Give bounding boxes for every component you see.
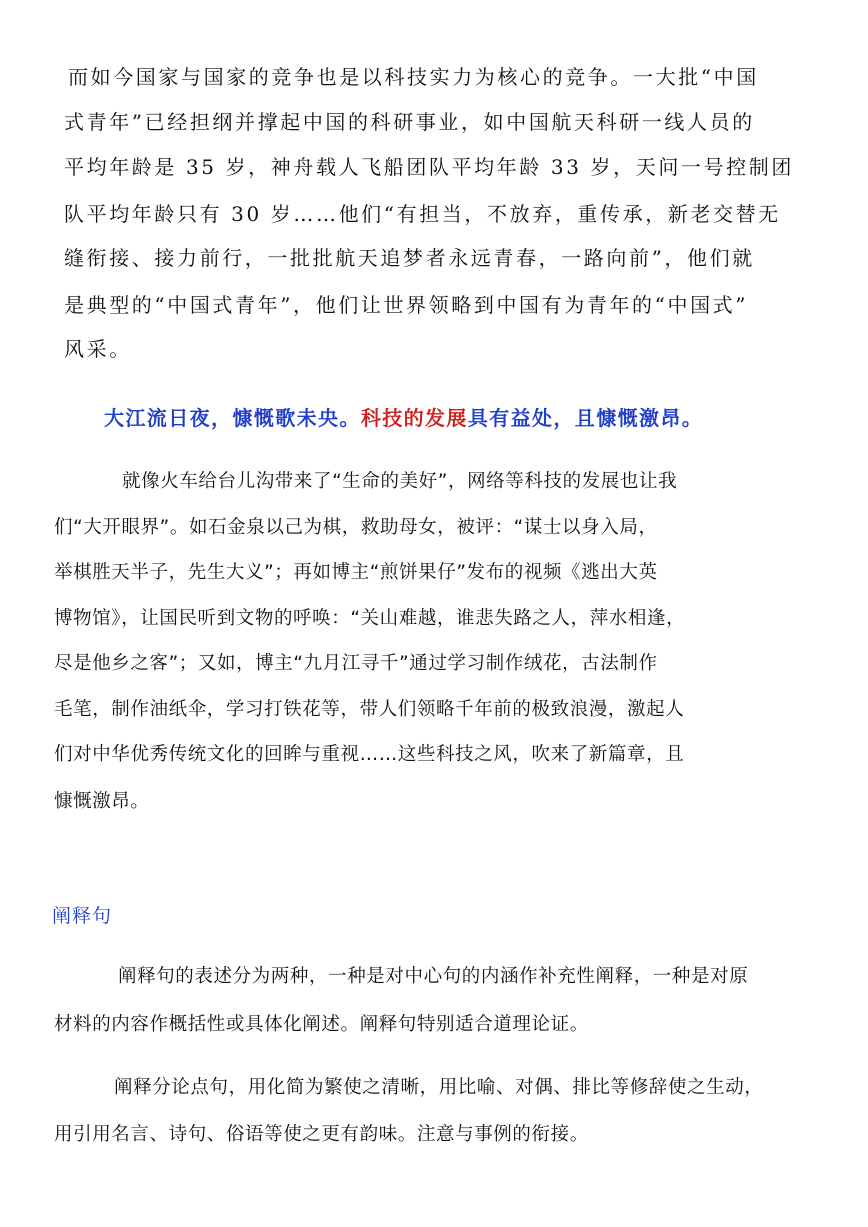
paragraph-line: 是典型的“中国式青年”，他们让世界领略到中国有为青年的“中国式”: [64, 293, 749, 317]
paragraph-line: 缝衔接、接力前行，一批批航天追梦者永远青春，一路向前”，他们就: [64, 246, 755, 270]
thesis-heading: [104, 405, 703, 431]
paragraph-line: 慷慨激昂。: [54, 791, 150, 812]
paragraph-line: 就像火车给台儿沟带来了“生命的美好”，网络等科技的发展也让我: [122, 471, 678, 492]
paragraph-line: 举棋胜天半子，先生大义”；再如博主“煎饼果仔”发布的视频《逃出大英: [54, 562, 658, 583]
heading-part-blue: 大江流日夜，慷慨歌未央。: [104, 406, 361, 430]
paragraph-line: 们“大开眼界”。如石金泉以己为棋，救助母女，被评：“谋士以身入局，: [54, 517, 658, 538]
paragraph-line: 尽是他乡之客”；又如，博主“九月江寻千”通过学习制作绒花，古法制作: [54, 653, 658, 674]
paragraph-line: 阐释分论点句，用化简为繁使之清晰，用比喻、对偶、排比等修辞使之生动，: [114, 1077, 764, 1098]
section-title: 阐释句: [52, 905, 113, 927]
paragraph-line: 材料的内容作概括性或具体化阐述。阐释句特别适合道理论证。: [54, 1014, 589, 1035]
paragraph-line: 毛笔，制作油纸伞，学习打铁花等，带人们领略千年前的极致浪漫，激起人: [54, 699, 685, 720]
paragraph-line: 式青年”已经担纲并撑起中国的科研事业，如中国航天科研一线人员的: [64, 110, 755, 134]
paragraph-line: 阐释句的表述分为两种，一种是对中心句的内涵作补充性阐释，一种是对原: [118, 966, 749, 987]
paragraph-line: 平均年龄是 35 岁，神舟载人飞船团队平均年龄 33 岁，天问一号控制团: [64, 155, 794, 179]
paragraph-line: 风采。: [64, 337, 132, 361]
paragraph-line: 博物馆》，让国民听到文物的呼唤：“关山难越，谁悲失路之人，萍水相逢，: [54, 608, 686, 629]
paragraph-line: 用引用名言、诗句、俗语等使之更有韵味。注意与事例的衔接。: [54, 1124, 589, 1145]
paragraph-line: 而如今国家与国家的竞争也是以科技实力为核心的竞争。一大批“中国: [68, 65, 759, 89]
paragraph-line: 们对中华优秀传统文化的回眸与重视……这些科技之风，吹来了新篇章，且: [54, 744, 685, 765]
paragraph-line: 队平均年龄只有 30 岁……他们“有担当，不放弃，重传承，新老交替无: [64, 202, 781, 226]
heading-part-red: 科技的发展: [360, 406, 468, 430]
heading-part-blue-2: 具有益处，且慷慨激昂。: [467, 406, 704, 430]
